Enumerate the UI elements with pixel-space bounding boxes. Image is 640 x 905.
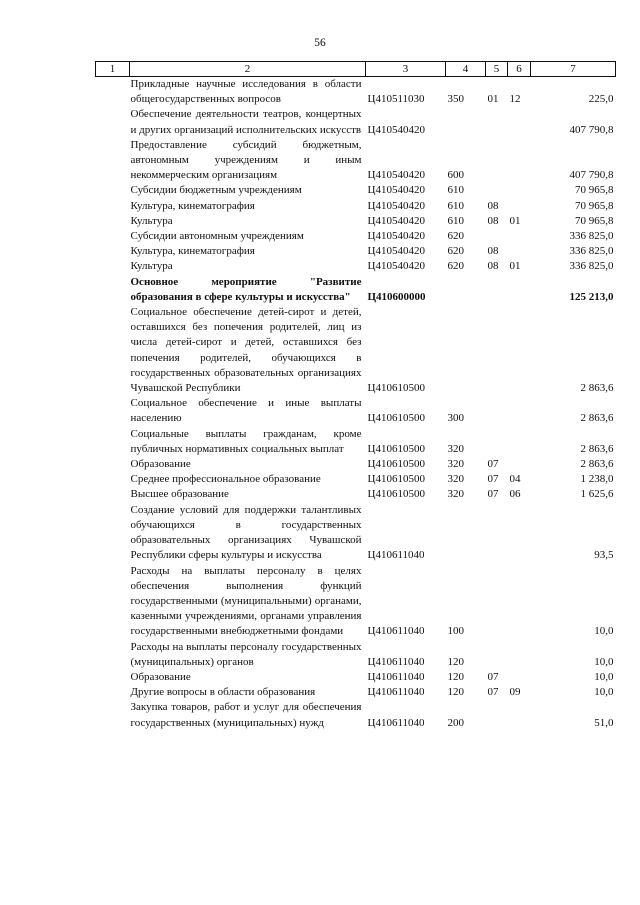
row-name: Культура, кинематография — [130, 245, 255, 258]
row-expense-type: 120 — [447, 655, 464, 668]
row-code: Ц410611040 — [367, 670, 425, 683]
row-subsection — [508, 700, 531, 730]
table-row — [96, 670, 616, 685]
table-row — [96, 685, 616, 700]
row-number — [96, 564, 130, 640]
row-expense-type: 620 — [447, 260, 464, 273]
row-name: Социальное обеспечение детей-сирот и детей, оставшихся без попечения родителей, лиц из числа детей-сирот и детей, оставшихся без попечения родителей, обучающихся в государственных образовательных организациях Чувашской Республики — [130, 306, 362, 395]
row-section: 07 — [487, 670, 499, 683]
row-number — [96, 77, 130, 108]
row-sum: 70 965,8 — [575, 214, 614, 227]
row-sum: 2 863,6 — [580, 442, 614, 455]
row-subsection — [508, 670, 531, 685]
row-name: Субсидии бюджетным учреждениям — [130, 184, 302, 197]
row-code: Ц410540420 — [367, 199, 425, 212]
table-header — [96, 62, 616, 77]
row-subsection — [508, 138, 531, 184]
row-section — [486, 700, 508, 730]
row-number — [96, 685, 130, 700]
header-col-4: 4 — [446, 62, 486, 77]
row-name: Обеспечение деятельности театров, концертных и других организаций исполнительских искусств — [130, 108, 362, 136]
row-subsection — [508, 229, 531, 244]
row-expense-type: 350 — [447, 93, 464, 106]
row-expense-type: 100 — [447, 625, 464, 638]
row-subsection — [508, 305, 531, 396]
table-row — [96, 259, 616, 274]
row-code: Ц410611040 — [367, 549, 425, 562]
budget-table — [95, 61, 616, 731]
row-expense-type: 200 — [447, 716, 464, 729]
row-number — [96, 457, 130, 472]
table-row — [96, 564, 616, 640]
row-section: 08 — [487, 214, 499, 227]
row-number — [96, 244, 130, 259]
row-number — [96, 183, 130, 198]
row-number — [96, 275, 130, 305]
row-sum: 1 625,6 — [580, 488, 614, 501]
row-code: Ц410540420 — [367, 245, 425, 258]
row-name: Образование — [130, 458, 191, 471]
row-section — [486, 138, 508, 184]
row-subsection — [508, 199, 531, 214]
row-number — [96, 199, 130, 214]
row-sum: 1 238,0 — [580, 473, 614, 486]
table-row — [96, 244, 616, 259]
row-expense-type: 600 — [447, 169, 464, 182]
row-code: Ц410610500 — [367, 488, 425, 501]
row-sum: 10,0 — [594, 655, 614, 668]
row-sum: 336 825,0 — [569, 230, 614, 243]
row-section — [486, 640, 508, 670]
row-subsection: 01 — [509, 260, 521, 273]
table-row — [96, 427, 616, 457]
row-section: 08 — [487, 245, 499, 258]
row-code: Ц410611040 — [367, 716, 425, 729]
row-name: Культура — [130, 260, 173, 273]
table-row — [96, 229, 616, 244]
table-row — [96, 472, 616, 487]
row-expense-type: 320 — [447, 458, 464, 471]
row-name: Расходы на выплаты персоналу в целях обеспечения выполнения функций государственными (муниципальными) органами, казенными учреждениями, органами управления государственными внебюджетными фондами — [130, 564, 362, 638]
row-name: Образование — [130, 670, 191, 683]
row-name: Предоставление субсидий бюджетным, автономным учреждениям и иным некоммерческим организациям — [130, 138, 362, 182]
row-number — [96, 396, 130, 426]
header-col-6: 6 — [508, 62, 531, 77]
row-name: Основное мероприятие "Развитие образования в сфере культуры и искусства" — [130, 275, 362, 303]
row-number — [96, 503, 130, 564]
header-col-3: 3 — [366, 62, 446, 77]
table-row — [96, 77, 616, 108]
row-code: Ц410611040 — [367, 625, 425, 638]
row-subsection — [508, 457, 531, 472]
header-row — [96, 62, 616, 77]
row-section: 01 — [487, 93, 499, 106]
row-name: Культура — [130, 214, 173, 227]
table-row — [96, 183, 616, 198]
row-expense-type: 620 — [447, 245, 464, 258]
row-expense-type: 610 — [447, 184, 464, 197]
row-code: Ц410540420 — [367, 169, 425, 182]
row-subsection: 06 — [509, 488, 521, 501]
row-number — [96, 214, 130, 229]
row-expense-type: 610 — [447, 214, 464, 227]
row-code: Ц410610500 — [367, 412, 425, 425]
row-name: Другие вопросы в области образования — [130, 686, 316, 699]
row-code: Ц410610500 — [367, 442, 425, 455]
row-subsection — [508, 503, 531, 564]
row-section: 08 — [487, 260, 499, 273]
table-row — [96, 138, 616, 184]
table-row — [96, 457, 616, 472]
row-section — [486, 275, 508, 305]
row-number — [96, 138, 130, 184]
row-expense-type: 120 — [447, 670, 464, 683]
row-subsection: 12 — [509, 93, 521, 106]
row-number — [96, 700, 130, 730]
row-expense-type — [446, 305, 486, 396]
row-subsection: 01 — [509, 214, 521, 227]
row-section: 07 — [487, 488, 499, 501]
row-subsection — [508, 275, 531, 305]
header-col-1: 1 — [96, 62, 130, 77]
table-row — [96, 503, 616, 564]
row-sum: 336 825,0 — [569, 245, 614, 258]
row-code: Ц410610500 — [367, 458, 425, 471]
row-subsection — [508, 640, 531, 670]
row-sum: 70 965,8 — [575, 184, 614, 197]
row-name: Высшее образование — [130, 488, 229, 501]
table-body — [96, 77, 616, 731]
row-section — [486, 183, 508, 198]
row-code: Ц410540420 — [367, 123, 425, 136]
row-expense-type: 300 — [447, 412, 464, 425]
header-col-7: 7 — [531, 62, 616, 77]
row-name: Расходы на выплаты персоналу государственных (муниципальных) органов — [130, 640, 362, 668]
row-code: Ц410610500 — [367, 382, 425, 395]
row-expense-type: 320 — [447, 442, 464, 455]
table-row — [96, 107, 616, 137]
header-col-2: 2 — [130, 62, 366, 77]
row-expense-type: 620 — [447, 230, 464, 243]
row-name: Среднее профессиональное образование — [130, 473, 321, 486]
row-sum: 225,0 — [588, 93, 614, 106]
row-expense-type: 610 — [447, 199, 464, 212]
row-sum: 125 213,0 — [569, 290, 614, 303]
row-expense-type — [446, 503, 486, 564]
header-col-5: 5 — [486, 62, 508, 77]
table-row — [96, 199, 616, 214]
row-name: Создание условий для поддержки талантливых обучающихся в государственных образовательных организациях Чувашской Республики сферы культуры и искусства — [130, 503, 362, 562]
row-code: Ц410540420 — [367, 184, 425, 197]
row-subsection — [508, 427, 531, 457]
row-number — [96, 487, 130, 502]
row-code: Ц410610500 — [367, 473, 425, 486]
row-number — [96, 107, 130, 137]
row-expense-type — [446, 275, 486, 305]
row-section — [486, 564, 508, 640]
row-name: Культура, кинематография — [130, 199, 255, 212]
row-name: Социальные выплаты гражданам, кроме публичных нормативных социальных выплат — [130, 427, 362, 455]
table-row — [96, 396, 616, 426]
row-sum: 10,0 — [594, 670, 614, 683]
row-subsection — [508, 396, 531, 426]
row-code: Ц410540420 — [367, 230, 425, 243]
row-name: Социальное обеспечение и иные выплаты населению — [130, 397, 362, 425]
row-number — [96, 229, 130, 244]
row-section — [486, 396, 508, 426]
row-sum: 70 965,8 — [575, 199, 614, 212]
row-code: Ц410611040 — [367, 686, 425, 699]
row-section — [486, 427, 508, 457]
row-name: Закупка товаров, работ и услуг для обеспечения государственных (муниципальных) нужд — [130, 701, 362, 729]
table-row — [96, 700, 616, 730]
page-number: 56 — [314, 37, 326, 49]
row-section — [486, 229, 508, 244]
row-sum: 407 790,8 — [569, 123, 614, 136]
row-code: Ц410540420 — [367, 214, 425, 227]
row-number — [96, 670, 130, 685]
row-subsection — [508, 564, 531, 640]
row-code: Ц410611040 — [367, 655, 425, 668]
row-subsection — [508, 244, 531, 259]
row-sum: 2 863,6 — [580, 412, 614, 425]
row-sum: 10,0 — [594, 686, 614, 699]
row-sum: 336 825,0 — [569, 260, 614, 273]
row-subsection: 09 — [509, 686, 521, 699]
row-section: 07 — [487, 458, 499, 471]
row-subsection: 04 — [509, 473, 521, 486]
table-row — [96, 275, 616, 305]
row-sum: 2 863,6 — [580, 458, 614, 471]
table-row — [96, 487, 616, 502]
row-sum: 407 790,8 — [569, 169, 614, 182]
row-sum: 93,5 — [594, 549, 614, 562]
table-row — [96, 640, 616, 670]
table-row — [96, 214, 616, 229]
row-sum: 10,0 — [594, 625, 614, 638]
row-expense-type: 320 — [447, 488, 464, 501]
row-section: 08 — [487, 199, 499, 212]
row-number — [96, 259, 130, 274]
row-code: Ц410540420 — [367, 260, 425, 273]
row-code: Ц410600000 — [367, 290, 426, 303]
row-section — [486, 503, 508, 564]
row-subsection — [508, 183, 531, 198]
row-expense-type — [446, 107, 486, 137]
row-name: Субсидии автономным учреждениям — [130, 230, 304, 243]
row-sum: 51,0 — [594, 716, 614, 729]
row-expense-type: 120 — [447, 686, 464, 699]
row-section — [486, 107, 508, 137]
row-code: Ц410511030 — [367, 93, 425, 106]
row-sum: 2 863,6 — [580, 382, 614, 395]
row-number — [96, 640, 130, 670]
row-number — [96, 305, 130, 396]
row-expense-type: 320 — [447, 473, 464, 486]
row-name: Прикладные научные исследования в области общегосударственных вопросов — [130, 78, 362, 106]
row-number — [96, 472, 130, 487]
row-section: 07 — [487, 473, 499, 486]
row-section: 07 — [487, 686, 499, 699]
row-subsection — [508, 107, 531, 137]
row-number — [96, 427, 130, 457]
row-section — [486, 305, 508, 396]
table-row — [96, 305, 616, 396]
